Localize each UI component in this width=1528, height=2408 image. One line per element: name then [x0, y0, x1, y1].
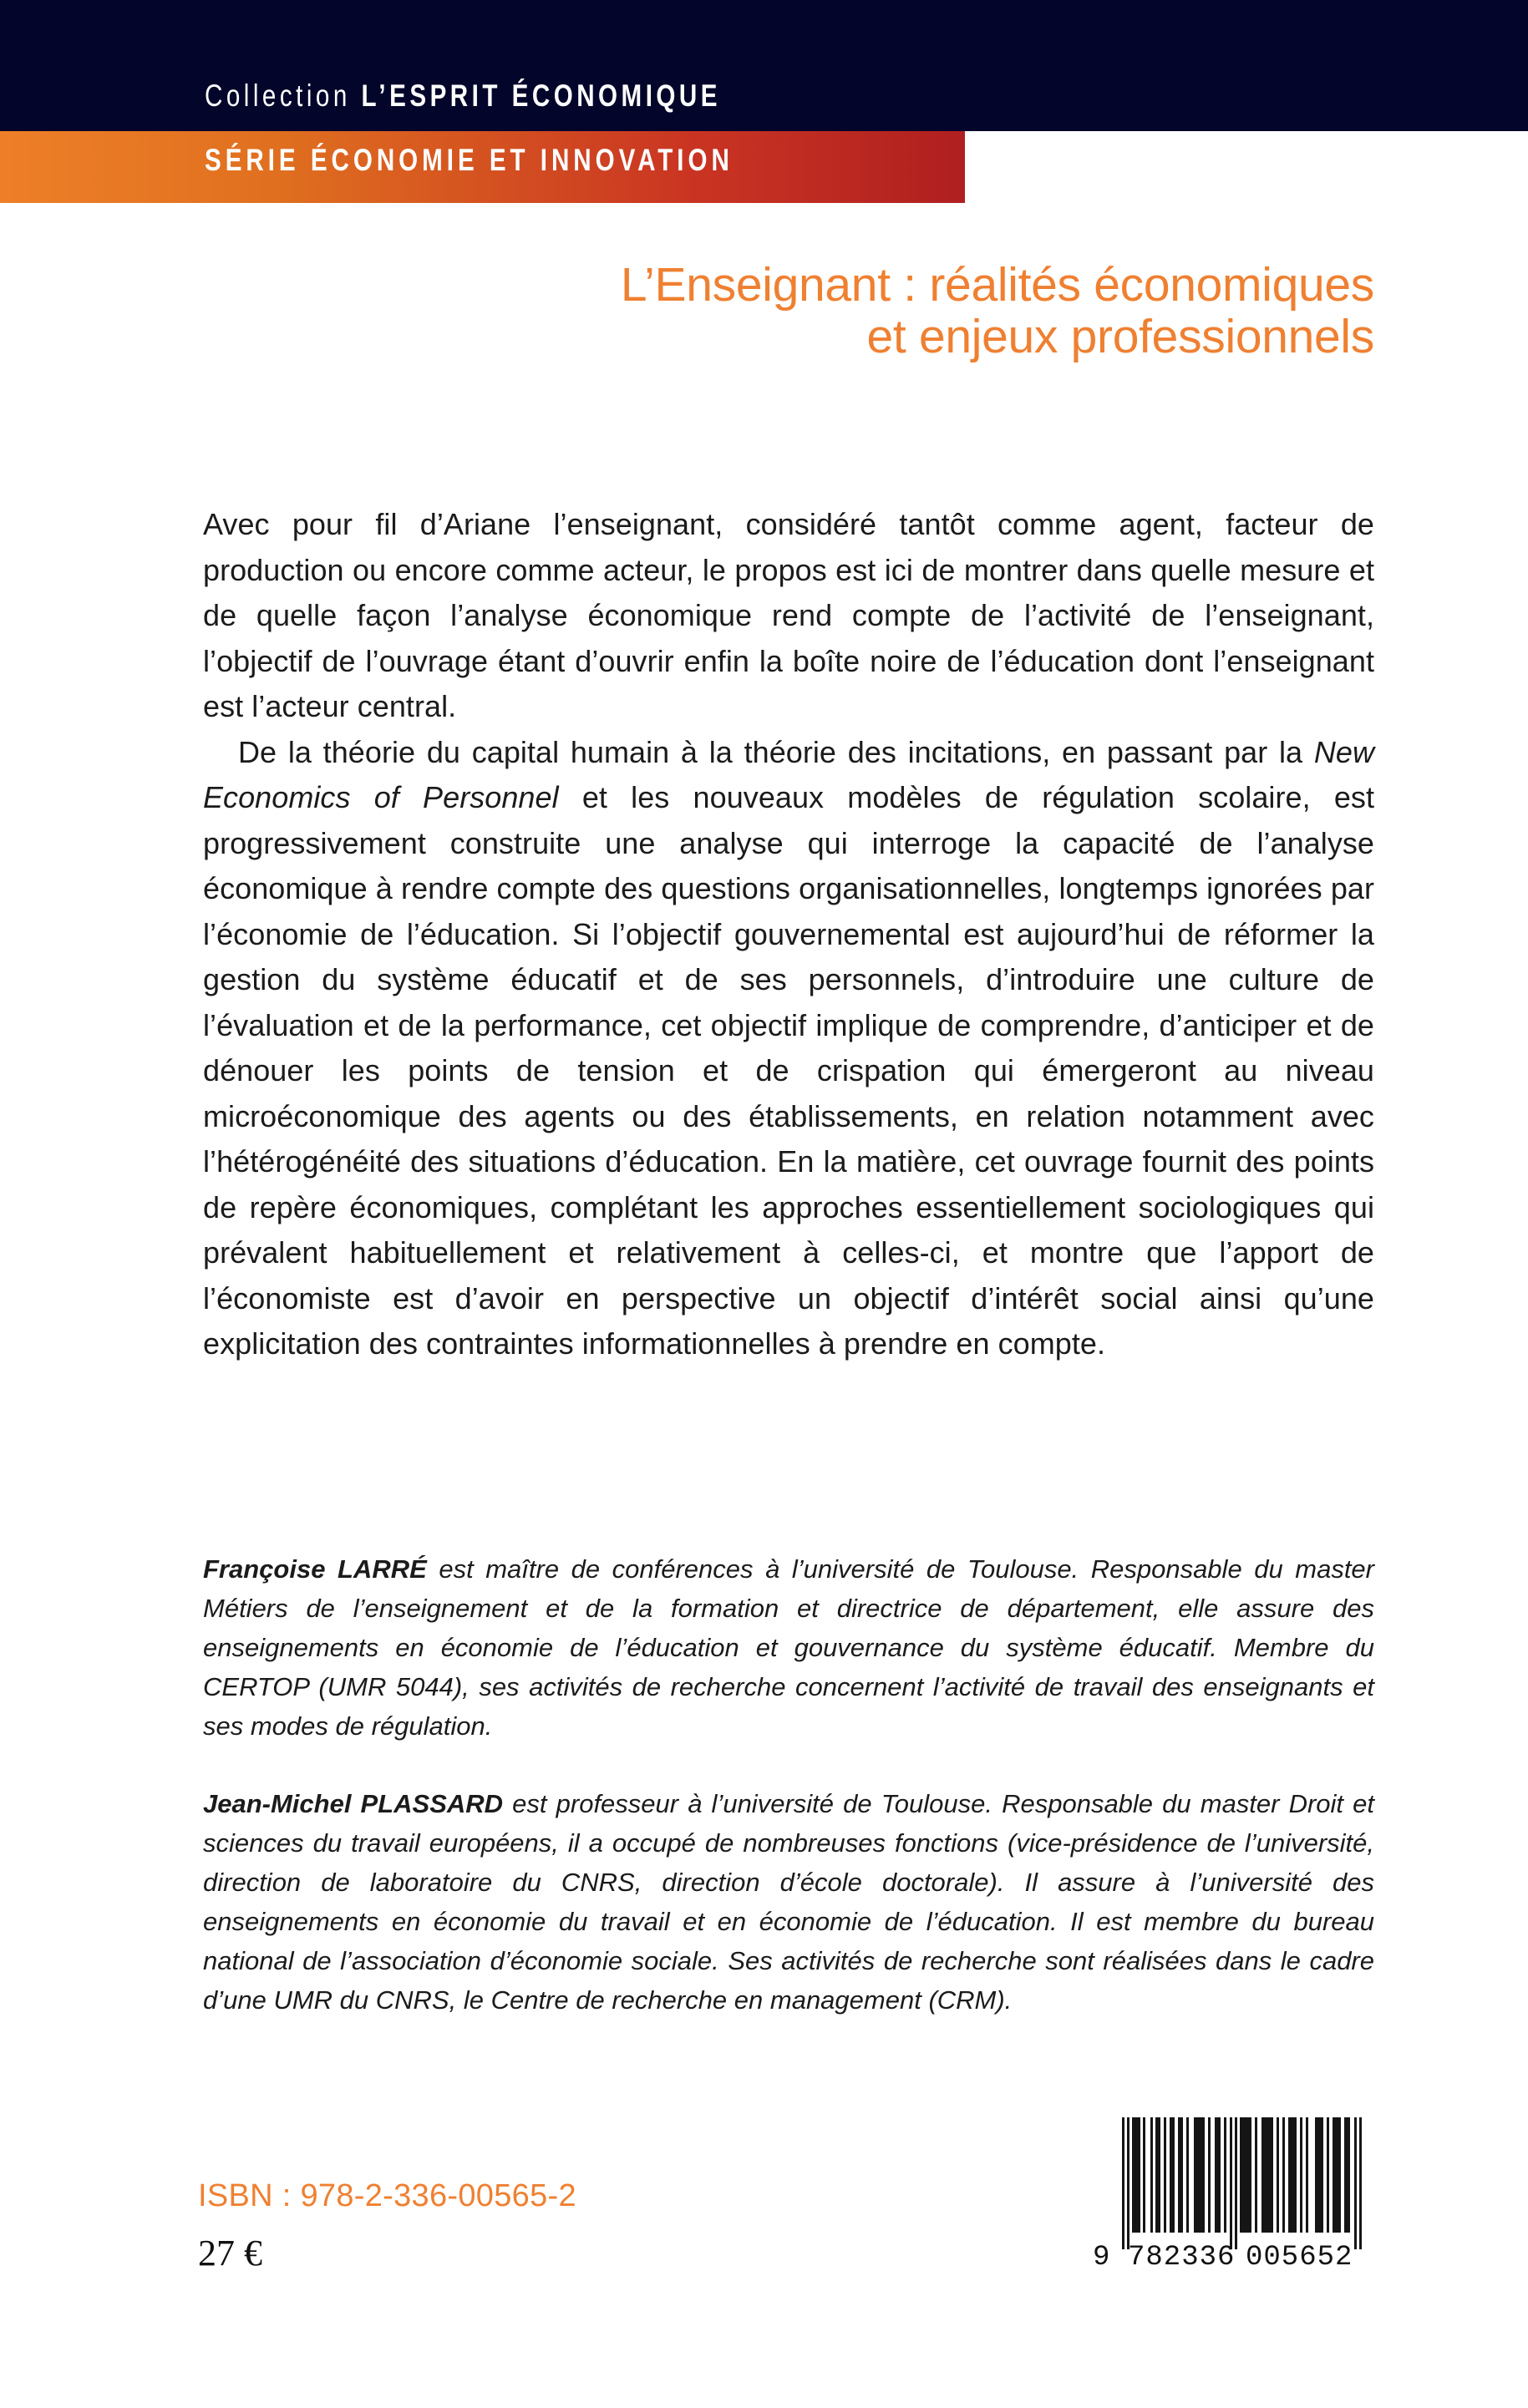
barcode	[1092, 2117, 1374, 2299]
page-title	[203, 259, 1374, 362]
collection-name: L’ESPRIT ÉCONOMIQUE	[361, 79, 721, 113]
author-name: Jean-Michel PLASSARD	[203, 1789, 504, 1818]
isbn-label: ISBN : 978-2-336-00565-2	[198, 2178, 576, 2213]
author-bio	[203, 1549, 1374, 1746]
blurb-text	[203, 502, 1374, 1367]
blurb-paragraph-1: Avec pour fil d’Ariane l’enseignant, considéré tantôt comme agent, facteur de production ou encore comme acteur, le propos est ici de montrer dans quelle mesure et de quelle façon l’analyse économique rend compte de l’activité de l’enseignant, l’objectif de l’ouvrage étant d’ouvrir enfin la boîte noire de l’éducation dont l’enseignant est l’acteur central.	[203, 507, 1374, 723]
barcode-lead-digit: 9	[1093, 2242, 1111, 2274]
author-bio-text: est maître de conférences à l’université de Toulouse. Responsable du master Métiers de l’enseignement et de la formation et directrice de département, elle assure des enseignements en économie de l’éducation et gouvernance du système éducatif. Membre du CERTOP (UMR 5044), ses activités de recherche concernent l’activité de travail des enseignants et ses modes de régulation.	[203, 1554, 1374, 1741]
series-label: SÉRIE ÉCONOMIE ET INNOVATION	[205, 143, 734, 177]
price-label: 27 €	[198, 2233, 262, 2274]
barcode-digits	[1092, 2241, 1374, 2274]
collection-prefix: Collection	[205, 79, 362, 113]
author-bio-text: est professeur à l’université de Toulouse. Responsable du master Droit et sciences du travail européens, il a occupé de nombreuses fonctions (vice-présidence de l’université, direction de laboratoire du CNRS, direction d’école doctorale). Il assure à l’université des enseignements en économie du travail et en économie de l’éducation. Il est membre du bureau national de l’association d’économie sociale. Ses activités de recherche sont réalisées dans le cadre d’une UMR du CNRS, le Centre de recherche en management (CRM).	[203, 1789, 1374, 2015]
author-bio	[203, 1784, 1374, 2020]
author-bios	[203, 1549, 1374, 2020]
page-title-line-2: et enjeux professionnels	[866, 310, 1374, 363]
page-title-line-1: L’Enseignant : réalités économiques	[620, 258, 1374, 312]
barcode-left-group: 782336	[1128, 2242, 1236, 2274]
author-name: Françoise LARRÉ	[203, 1554, 427, 1584]
blurb-p2-part-2: et les nouveaux modèles de régulation scolaire, est progressivement construite une analyse qui interroge la capacité de l’analyse économique à rendre compte des questions organisationnelles, longtemps ignorées par l’économie de l’éducation. Si l’objectif gouvernemental est aujourd’hui de réformer la gestion du système éducatif et de ses personnels, d’introduire une culture de l’évaluation et de la performance, cet objectif implique de comprendre, d’anticiper et de dénouer les points de tension et de crispation qui émergeront au niveau microéconomique des agents ou des établissements, en relation notamment avec l’hétérogénéité des situations d’éducation. En la matière, cet ouvrage fournit des points de repère économiques, complétant les approches essentiellement sociologiques qui prévalent habituellement et relativement à celles-ci, et montre que l’apport de l’économiste est d’avoir en perspective un objectif d’intérêt social ainsi qu’une explicitation des contraintes informationnelles à prendre en compte.	[203, 780, 1375, 1361]
collection-label	[205, 78, 721, 114]
blurb-paragraph-2	[203, 730, 1374, 1367]
blurb-p2-part-1: De la théorie du capital humain à la théorie des incitations, en passant par la	[238, 734, 1314, 769]
blurb-p2-italic-title: New Economics of Personnel	[203, 734, 1374, 814]
barcode-bars-icon	[1092, 2117, 1374, 2249]
barcode-right-group: 005652	[1246, 2242, 1353, 2274]
